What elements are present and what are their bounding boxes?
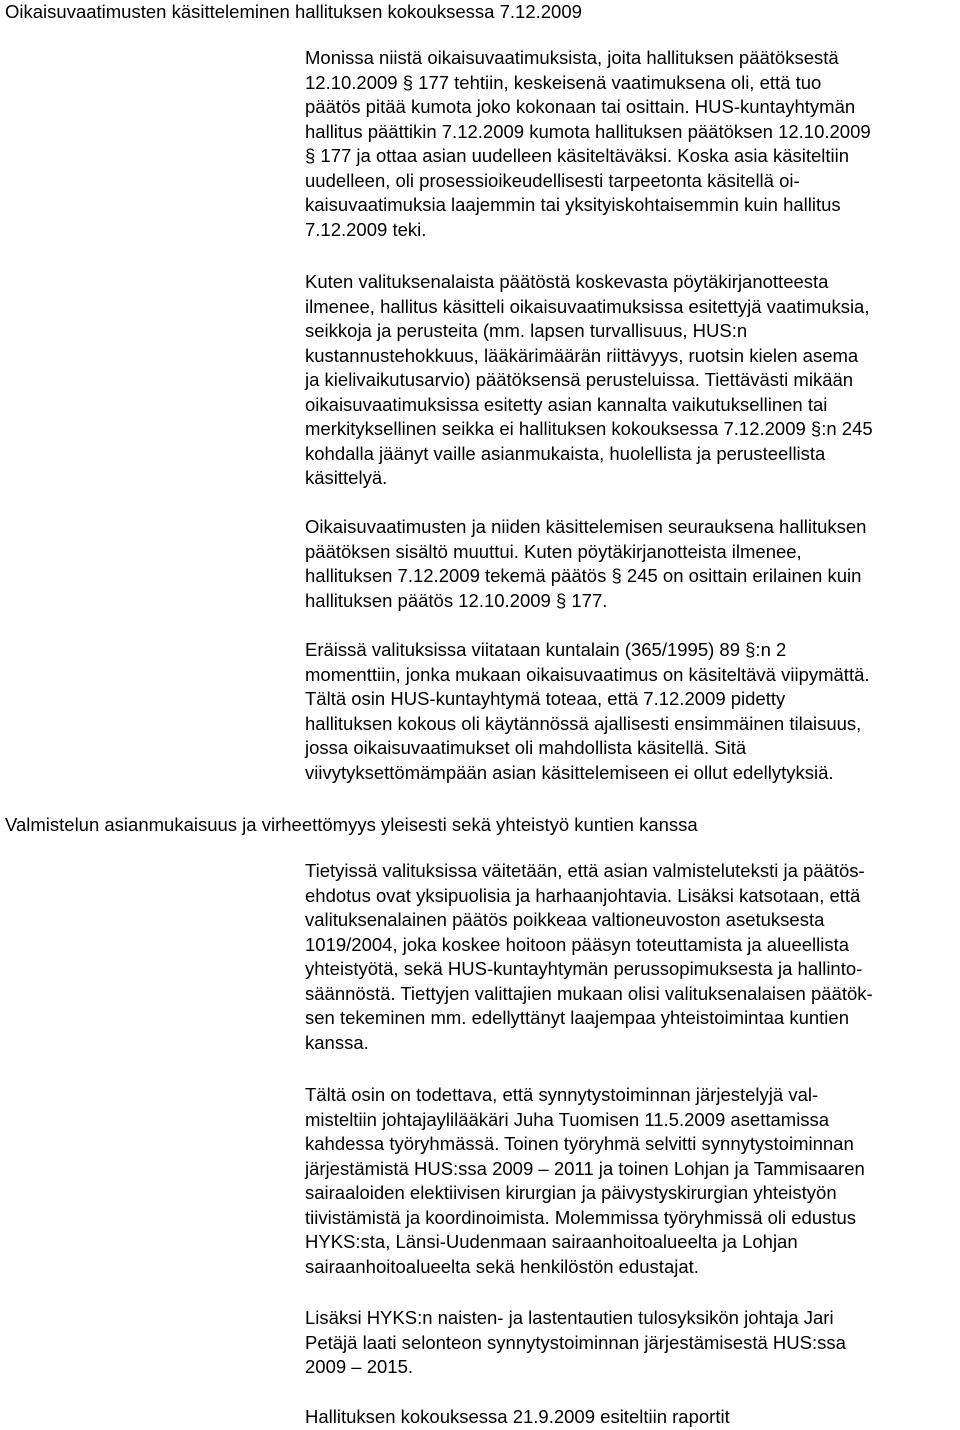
text-line: Hallituksen kokouksessa 21.9.2009 esiteltiin raportit (305, 1406, 730, 1427)
text-line: HYKS:sta, Länsi-Uudenmaan sairaanhoitoalueelta ja Lohjan (305, 1231, 798, 1252)
text-line: Kuten valituksenalaista päätöstä koskevasta pöytäkirjanotteesta (305, 271, 829, 292)
paragraph-4 (305, 638, 960, 785)
paragraph-1 (305, 46, 960, 242)
text-line: viivytyksettömämpään asian käsittelemiseen ei ollut edellytyksiä. (305, 761, 834, 783)
paragraph-7 (305, 1306, 960, 1380)
paragraph-5 (305, 859, 960, 1055)
text-line: hallituksen 7.12.2009 tekemä päätös § 245 on osittain erilainen kuin (305, 565, 862, 586)
text-line: 7.12.2009 teki. (305, 218, 427, 240)
text-line: kahdessa työryhmässä. Toinen työryhmä selvitti synnytystoiminnan (305, 1133, 854, 1154)
text-line: Eräissä valituksissa viitataan kuntalain (365/1995) 89 §:n 2 (305, 639, 787, 660)
text-line: momenttiin, jonka mukaan oikaisuvaatimus on käsiteltävä viipymättä. (305, 663, 870, 685)
text-line: käsittelyä. (305, 467, 388, 488)
text-line: 1019/2004, joka koskee hoitoon pääsyn toteuttamista ja alueellista (305, 933, 850, 955)
text-line: merkityksellinen seikka ei hallituksen kokouksessa 7.12.2009 §:n 245 (305, 418, 873, 439)
text-line: Tältä osin on todettava, että synnytystoiminnan järjestelyjä val- (305, 1084, 819, 1105)
text-line: misteltiin johtajaylilääkäri Juha Tuomisen 11.5.2009 asettamissa (305, 1108, 830, 1130)
text-line: hallituksen päätös 12.10.2009 § 177. (305, 589, 608, 611)
text-line: oikaisuvaatimuksissa esitetty asian kannalta vaikutuksellinen tai (305, 393, 828, 415)
text-line: kanssa. (305, 1031, 369, 1053)
text-line: ja kielivaikutusarvio) päätöksensä perusteluissa. Tiettävästi mikään (305, 369, 854, 390)
text-line: päätös pitää kumota joko kokonaan tai osittain. HUS-kuntayhtymän (305, 96, 856, 117)
text-line: sairaanhoitoalueelta sekä henkilöstön edustajat. (305, 1255, 699, 1277)
paragraph-2 (305, 270, 960, 491)
paragraph-3 (305, 515, 960, 613)
text-line: jossa oikaisuvaatimukset oli mahdollista käsitellä. Sitä (305, 737, 747, 758)
text-line: kustannustehokkuus, lääkärimäärän riittävyys, ruotsin kielen asema (305, 344, 859, 366)
paragraph-6 (305, 1083, 960, 1279)
text-line: uudelleen, oli prosessioikeudellisesti tarpeetonta käsitellä oi- (305, 169, 800, 191)
text-line: kaisuvaatimuksia laajemmin tai yksityiskohtaisemmin kuin hallitus (305, 194, 841, 215)
text-line: ehdotus ovat yksipuolisia ja harhaanjohtavia. Lisäksi katsotaan, että (305, 884, 861, 906)
section-heading-valmistelu: Valmistelun asianmukaisuus ja virheettömyys yleisesti sekä yhteistyö kuntien kanssa (5, 814, 698, 835)
section-heading-oikaisuvaatimukset: Oikaisuvaatimusten käsitteleminen hallituksen kokouksessa 7.12.2009 (5, 1, 582, 22)
text-line: säännöstä. Tiettyjen valittajien mukaan olisi valituksenalaisen päätök- (305, 982, 873, 1004)
text-line: hallituksen kokous oli käytännössä ajallisesti ensimmäinen tilaisuus, (305, 712, 862, 734)
text-line: sairaaloiden elektiivisen kirurgian ja päivystyskirurgian yhteistyön (305, 1182, 837, 1203)
text-line: yhteistyötä, sekä HUS-kuntayhtymän perussopimuksesta ja hallinto- (305, 958, 863, 979)
paragraph-8 (305, 1405, 960, 1430)
text-line: tiivistämistä ja koordinoimista. Molemmissa työryhmissä oli edustus (305, 1206, 857, 1228)
text-line: ilmenee, hallitus käsitteli oikaisuvaatimuksissa esitettyjä vaatimuksia, (305, 295, 870, 317)
text-line: Petäjä laati selonteon synnytystoiminnan järjestämisestä HUS:ssa (305, 1331, 846, 1353)
text-line: seikkoja ja perusteita (mm. lapsen turvallisuus, HUS:n (305, 320, 748, 341)
text-line: Monissa niistä oikaisuvaatimuksista, joita hallituksen päätöksestä (305, 47, 839, 68)
text-line: Tietyissä valituksissa väitetään, että asian valmisteluteksti ja päätös- (305, 860, 865, 881)
text-line: hallitus päättikin 7.12.2009 kumota hallituksen päätöksen 12.10.2009 (305, 120, 871, 142)
text-line: § 177 ja ottaa asian uudelleen käsiteltäväksi. Koska asia käsiteltiin (305, 145, 850, 166)
text-line: valituksenalainen päätös poikkeaa valtioneuvoston asetuksesta (305, 909, 825, 930)
text-line: 12.10.2009 § 177 tehtiin, keskeisenä vaatimuksena oli, että tuo (305, 71, 822, 93)
text-line: Lisäksi HYKS:n naisten- ja lastentautien tulosyksikön johtaja Jari (305, 1307, 834, 1328)
text-line: järjestämistä HUS:ssa 2009 – 2011 ja toinen Lohjan ja Tammisaaren (305, 1157, 865, 1179)
text-line: Tältä osin HUS-kuntayhtymä toteaa, että 7.12.2009 pidetty (305, 688, 786, 709)
text-line: päätöksen sisältö muuttui. Kuten pöytäkirjanotteista ilmenee, (305, 540, 802, 562)
text-line: sen tekeminen mm. edellyttänyt laajempaa yhteistoimintaa kuntien (305, 1007, 849, 1028)
text-line: Oikaisuvaatimusten ja niiden käsittelemisen seurauksena hallituksen (305, 516, 867, 537)
text-line: kohdalla jäänyt vaille asianmukaista, huolellista ja perusteellista (305, 442, 826, 464)
text-line: 2009 – 2015. (305, 1356, 414, 1377)
